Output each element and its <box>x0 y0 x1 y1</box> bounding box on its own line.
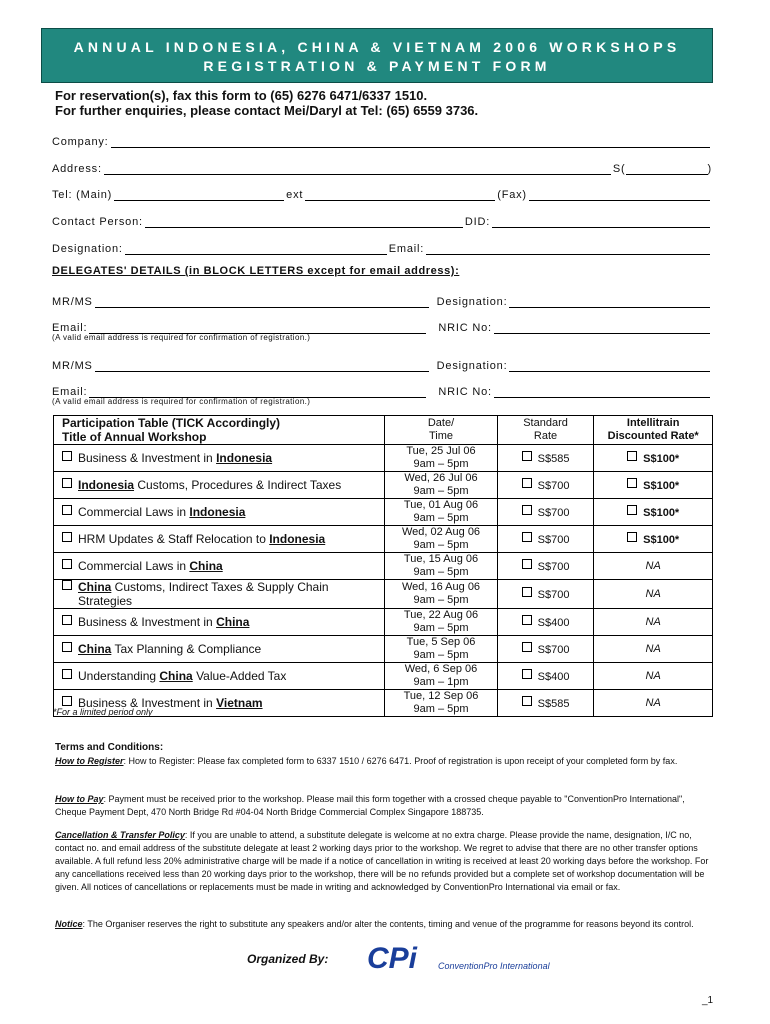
date-cell <box>385 499 497 526</box>
discount-checkbox[interactable] <box>627 532 637 542</box>
discount-text: S$100* <box>643 453 680 465</box>
rate-cell <box>497 580 594 609</box>
workshop-title-cell <box>54 609 385 636</box>
discount-cell <box>594 609 713 636</box>
header-disc-1: Intellitrain <box>626 417 680 429</box>
email-label: Email: <box>388 243 425 255</box>
header-disc-2: Discounted Rate* <box>607 430 699 442</box>
postal-prefix: S( <box>612 163 626 175</box>
rate-cell <box>497 472 594 499</box>
logo-text: CPi <box>367 943 418 973</box>
delegate2-nric-label: NRIC No: <box>438 386 492 398</box>
rate-text: S$585 <box>537 453 570 465</box>
header-disc-cell <box>594 416 713 445</box>
title-country: China <box>216 615 250 629</box>
designation-row <box>52 237 712 255</box>
checkbox[interactable] <box>62 615 72 625</box>
title-suffix: Customs, Indirect Taxes & Supply Chain <box>111 580 329 594</box>
title-country: Indonesia <box>216 451 273 465</box>
workshop-title-cell <box>54 663 385 690</box>
notice-text: : The Organiser reserves the right to substitute any speakers and/or alter the contents, timing and venue of the programme for reasons beyond its control. <box>82 919 694 929</box>
delegate2-designation-field[interactable] <box>509 360 710 372</box>
header-title-2: Title of Annual Workshop <box>62 430 207 444</box>
discount-text: S$100* <box>643 534 680 546</box>
cpi-logo <box>367 943 437 973</box>
title-country: China <box>78 642 112 656</box>
header-rate-cell <box>497 416 594 445</box>
header-rate-1: Standard <box>523 417 568 429</box>
table-row <box>54 472 713 499</box>
date-cell <box>385 553 497 580</box>
date-text: Tue, 25 Jul 06 <box>406 445 476 457</box>
delegate1-designation-label: Designation: <box>436 296 508 308</box>
title-suffix: Tax Planning & Compliance <box>111 642 262 656</box>
time-text: 9am – 5pm <box>413 703 469 715</box>
discount-checkbox[interactable] <box>627 451 637 461</box>
rate-cell <box>497 445 594 472</box>
discount-text: S$100* <box>643 507 680 519</box>
table-row <box>54 526 713 553</box>
form-title-banner <box>41 28 713 83</box>
rate-checkbox[interactable] <box>522 696 532 706</box>
delegate1-designation-field[interactable] <box>509 296 710 308</box>
company-field[interactable] <box>111 136 710 148</box>
company-row <box>52 130 712 148</box>
rate-checkbox[interactable] <box>522 532 532 542</box>
delegate2-email-label: Email: <box>52 386 88 398</box>
title-country: Indonesia <box>78 478 135 492</box>
form-title-line2: REGISTRATION & PAYMENT FORM <box>203 58 551 74</box>
contact-person-row <box>52 210 712 228</box>
delegate1-email-label: Email: <box>52 322 88 334</box>
rate-text: S$700 <box>537 507 570 519</box>
title-suffix: Customs, Procedures & Indirect Taxes <box>134 478 342 492</box>
title-prefix: Commercial Laws in <box>78 505 190 519</box>
time-text: 9am – 5pm <box>413 594 469 606</box>
discount-cell <box>594 636 713 663</box>
address-row <box>52 157 712 175</box>
table-row <box>54 445 713 472</box>
workshop-title-cell <box>54 553 385 580</box>
contact-person-label: Contact Person: <box>52 216 143 228</box>
organized-by-label: Organized By: <box>247 952 329 966</box>
date-cell <box>385 580 497 609</box>
pay-text: : Payment must be received prior to the workshop. Please mail this form together with a crossed cheque payable to "ConventionPro International", Cheque Payment Dept, 470 North Bridge Rd #04-04 North Bridge Commercial Complex Singapore 188735. <box>55 794 685 817</box>
discount-checkbox[interactable] <box>627 505 637 515</box>
discount-cell <box>594 580 713 609</box>
workshop-title-cell <box>54 499 385 526</box>
header-date-2: Time <box>428 430 454 442</box>
rate-cell <box>497 553 594 580</box>
checkbox[interactable] <box>62 505 72 515</box>
title-prefix: Understanding <box>78 669 160 683</box>
register-key: How to Register <box>55 756 124 766</box>
workshop-title-cell <box>54 580 385 609</box>
enquiry-instruction: For further enquiries, please contact Mei/Daryl at Tel: (65) 6559 3736. <box>55 103 479 118</box>
pay-key: How to Pay <box>55 794 104 804</box>
time-text: 9am – 5pm <box>413 649 469 661</box>
date-text: Wed, 6 Sep 06 <box>404 663 478 675</box>
table-footnote: *For a limited period only <box>53 707 153 717</box>
form-title-line1: ANNUAL INDONESIA, CHINA & VIETNAM 2006 WORKSHOPS <box>73 39 681 55</box>
ext-label: ext <box>286 189 304 201</box>
fax-instruction: For reservation(s), fax this form to (65) 6276 6471/6337 1510. <box>55 88 428 103</box>
did-label: DID: <box>464 216 491 228</box>
rate-text: S$700 <box>537 589 570 601</box>
rate-checkbox[interactable] <box>522 642 532 652</box>
contact-person-field[interactable] <box>145 216 463 228</box>
rate-text: S$400 <box>537 617 570 629</box>
rate-text: S$400 <box>537 671 570 683</box>
checkbox[interactable] <box>62 559 72 569</box>
discount-cell <box>594 526 713 553</box>
checkbox[interactable] <box>62 451 72 461</box>
date-text: Tue, 12 Sep 06 <box>403 690 479 702</box>
time-text: 9am – 5pm <box>413 512 469 524</box>
tel-row <box>52 183 712 201</box>
discount-cell <box>594 499 713 526</box>
cancel-text: : If you are unable to attend, a substitute delegate is welcome at no extra charge. Please provide the name, designation, I/C no, contact no. and email address of the substitute delegate at least 2 working days prior to the workshop. We regret to advise that there are no other transfer options available. A full refund less 20% administrative charge will be made if a notice of cancellation in writing is received at least 20 working days before the workshop. For any cancellations received less than 20 working days prior to the workshop, there will be no refunds provided but a complete set of workshop documentation will be given. All notices of cancellations or replacements must be made in writing and acknowledged by ConventionPro International via email or fax. <box>55 830 709 892</box>
title-line2: Strategies <box>78 594 133 608</box>
date-cell <box>385 690 497 717</box>
designation-label: Designation: <box>52 243 123 255</box>
header-date-1: Date/ <box>427 417 455 429</box>
header-title-cell <box>54 416 385 445</box>
delegate2-email-note: (A valid email address is required for confirmation of registration.) <box>52 397 311 406</box>
table-row <box>54 636 713 663</box>
rate-checkbox[interactable] <box>522 478 532 488</box>
rate-checkbox[interactable] <box>522 615 532 625</box>
table-row <box>54 580 713 609</box>
discount-text: NA <box>645 616 661 628</box>
checkbox[interactable] <box>62 642 72 652</box>
table-row <box>54 609 713 636</box>
rate-checkbox[interactable] <box>522 587 532 597</box>
rate-checkbox[interactable] <box>522 451 532 461</box>
fax-label: (Fax) <box>497 189 527 201</box>
terms-heading: Terms and Conditions: <box>55 742 164 753</box>
time-text: 9am – 5pm <box>413 458 469 470</box>
title-country: Indonesia <box>189 505 246 519</box>
title-prefix: Business & Investment in <box>78 615 217 629</box>
date-text: Wed, 02 Aug 06 <box>401 526 481 538</box>
discount-text: NA <box>645 588 661 600</box>
date-text: Tue, 5 Sep 06 <box>406 636 476 648</box>
company-label: Company: <box>52 136 109 148</box>
terms-cancellation <box>55 829 715 894</box>
date-text: Tue, 15 Aug 06 <box>403 553 479 565</box>
discount-text: NA <box>645 697 661 709</box>
rate-checkbox[interactable] <box>522 669 532 679</box>
page-number: _1 <box>702 995 714 1006</box>
checkbox[interactable] <box>62 580 72 590</box>
fax-field[interactable] <box>529 189 710 201</box>
date-cell <box>385 472 497 499</box>
delegate2-designation-label: Designation: <box>436 360 508 372</box>
date-text: Tue, 22 Aug 06 <box>403 609 479 621</box>
table-header-row <box>54 416 713 445</box>
tel-label: Tel: (Main) <box>52 189 113 201</box>
rate-cell <box>497 636 594 663</box>
participation-table <box>53 415 713 717</box>
discount-cell <box>594 553 713 580</box>
discount-text: NA <box>645 670 661 682</box>
date-text: Wed, 26 Jul 06 <box>404 472 478 484</box>
rate-cell <box>497 499 594 526</box>
date-cell <box>385 445 497 472</box>
table-row <box>54 553 713 580</box>
discount-cell <box>594 472 713 499</box>
discount-cell <box>594 663 713 690</box>
title-prefix: Business & Investment in <box>78 696 217 710</box>
delegate1-nric-field[interactable] <box>494 322 710 334</box>
delegate2-email-row <box>52 380 712 398</box>
discount-text: S$100* <box>643 480 680 492</box>
title-country: Indonesia <box>269 532 326 546</box>
discount-checkbox[interactable] <box>627 478 637 488</box>
discount-cell <box>594 690 713 717</box>
date-text: Wed, 16 Aug 06 <box>401 581 481 593</box>
header-rate-2: Rate <box>533 430 558 442</box>
workshop-title-cell <box>54 472 385 499</box>
title-country: China <box>159 669 193 683</box>
workshop-title-cell <box>54 445 385 472</box>
delegate1-name-row <box>52 290 712 308</box>
discount-text: NA <box>645 560 661 572</box>
designation-field[interactable] <box>125 243 387 255</box>
delegate2-name-row <box>52 354 712 372</box>
logo-subtitle: ConventionPro International <box>438 961 550 971</box>
title-country: Vietnam <box>216 696 263 710</box>
date-cell <box>385 526 497 553</box>
notice-key: Notice <box>55 919 83 929</box>
rate-cell <box>497 663 594 690</box>
time-text: 9am – 5pm <box>413 622 469 634</box>
rate-text: S$700 <box>537 561 570 573</box>
date-cell <box>385 636 497 663</box>
discount-text: NA <box>645 643 661 655</box>
date-cell <box>385 663 497 690</box>
table-row <box>54 663 713 690</box>
register-text: : How to Register: Please fax completed form to 6337 1510 / 6276 6471. Proof of registration is upon receipt of your completed form by fax. <box>123 756 678 766</box>
date-cell <box>385 609 497 636</box>
rate-cell <box>497 609 594 636</box>
header-date-cell <box>385 416 497 445</box>
delegate1-mrms-label: MR/MS <box>52 296 93 308</box>
title-country: China <box>189 559 223 573</box>
delegate1-email-row <box>52 316 712 334</box>
rate-cell <box>497 690 594 717</box>
delegate1-name-field[interactable] <box>95 296 429 308</box>
delegate2-mrms-label: MR/MS <box>52 360 93 372</box>
time-text: 9am – 5pm <box>413 485 469 497</box>
rate-checkbox[interactable] <box>522 559 532 569</box>
header-title-1: Participation Table (TICK Accordingly) <box>62 416 281 430</box>
table-row <box>54 499 713 526</box>
title-suffix: Value-Added Tax <box>192 669 287 683</box>
delegate2-nric-field[interactable] <box>494 386 710 398</box>
time-text: 9am – 5pm <box>413 566 469 578</box>
terms-register <box>55 755 715 768</box>
terms-pay <box>55 793 715 819</box>
workshop-title-cell <box>54 636 385 663</box>
rate-text: S$700 <box>537 534 570 546</box>
rate-checkbox[interactable] <box>522 505 532 515</box>
title-country: China <box>78 580 112 594</box>
workshop-title-cell <box>54 526 385 553</box>
checkbox[interactable] <box>62 532 72 542</box>
email-field[interactable] <box>426 243 710 255</box>
delegate1-email-note: (A valid email address is required for confirmation of registration.) <box>52 333 311 342</box>
rate-text: S$585 <box>537 698 570 710</box>
address-label: Address: <box>52 163 102 175</box>
ext-field[interactable] <box>305 189 495 201</box>
checkbox[interactable] <box>62 696 72 706</box>
delegates-heading: DELEGATES' DETAILS (in BLOCK LETTERS except for email address): <box>52 265 460 277</box>
rate-cell <box>497 526 594 553</box>
title-prefix: Business & Investment in <box>78 451 217 465</box>
checkbox[interactable] <box>62 478 72 488</box>
address-field[interactable] <box>104 163 611 175</box>
delegate2-name-field[interactable] <box>95 360 429 372</box>
tel-main-field[interactable] <box>114 189 284 201</box>
postal-code-field[interactable] <box>626 163 708 175</box>
date-text: Tue, 01 Aug 06 <box>403 499 479 511</box>
title-prefix: HRM Updates & Staff Relocation to <box>78 532 270 546</box>
checkbox[interactable] <box>62 669 72 679</box>
time-text: 9am – 1pm <box>413 676 469 688</box>
delegate1-nric-label: NRIC No: <box>438 322 492 334</box>
rate-text: S$700 <box>537 480 570 492</box>
did-field[interactable] <box>492 216 710 228</box>
rate-text: S$700 <box>537 644 570 656</box>
terms-notice <box>55 918 715 931</box>
title-prefix: Commercial Laws in <box>78 559 190 573</box>
time-text: 9am – 5pm <box>413 539 469 551</box>
discount-cell <box>594 445 713 472</box>
cancel-key: Cancellation & Transfer Policy <box>55 830 185 840</box>
postal-suffix: ) <box>707 163 712 175</box>
